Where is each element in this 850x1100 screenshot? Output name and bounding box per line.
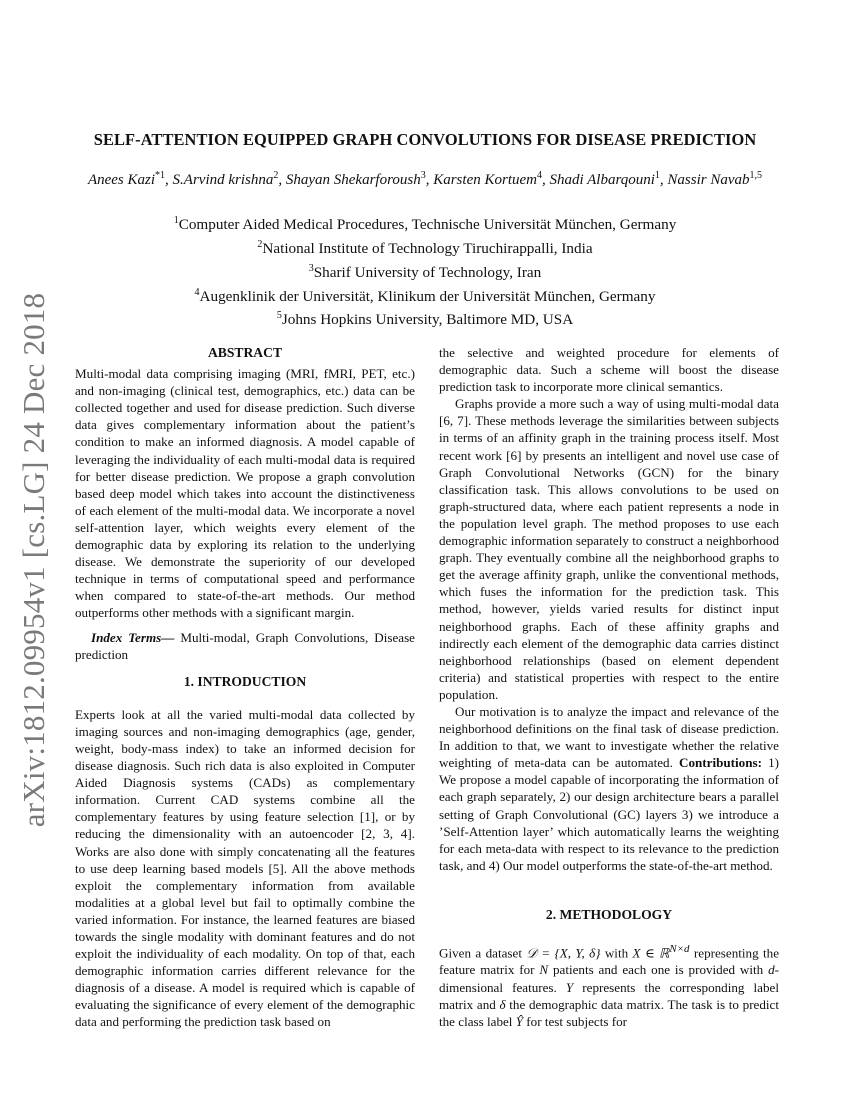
index-terms [75, 629, 415, 663]
math-expression: Y [565, 979, 574, 995]
affiliation: $^5$Johns Hopkins University, Baltimore MD, USA [276, 310, 574, 329]
arxiv-sidebar [12, 280, 56, 840]
author: Shayan Shekarforoush$^3$, [285, 170, 434, 188]
introduction-paragraph-1-continued: the selective and weighted procedure for elements of demographic data. Such a scheme will boost the disease prediction task to incorporate more clinical semantics. [439, 345, 779, 395]
math-expression: N [539, 962, 549, 978]
author: Shadi Albarqouni$^1$, [549, 170, 668, 188]
math-expression: 𝒟 = {X, Y, δ} [526, 945, 601, 961]
author: Anees Kazi$^{*1}$, [87, 170, 173, 188]
introduction-heading: 1. INTRODUCTION [183, 673, 307, 689]
author: Nassir Navab$^{1,5}$ [667, 170, 763, 188]
contributions-label: Contributions: [679, 755, 762, 771]
index-terms-label: Index Terms— [91, 629, 175, 645]
methodology-heading: 2. METHODOLOGY [545, 906, 673, 922]
introduction-paragraph-1: Experts look at all the varied multi-modal data collected by imaging sources and non-imaging demographics (age, gender, weight, body-mass index) to take an informed decision for disease diagnosis. Such rich data is also exploited in Computer Aided Diagnosis systems (CADs) as complementary information. Current CAD systems combine all the complementary features by using feature selection [1], or by reducing the dimensionality with an autoencoder [2, 3, 4]. Works are also done with simply concatenating all the features to use deep learning based models [5]. All the above methods exploit the complementary information from available modalities at a global level but fail to optimally combine the varied information. For instance, the learned features are biased towards the single modality with dominant features and do not exploit the individuality of each modality. On top of that, each demographic information carries different relevance for the diagnosis of a disease. A model is required which is capable of evaluating the significance of every element of the demographic data and performing the prediction task based on [75, 706, 415, 1030]
author: Karsten Kortuem$^4$, [433, 170, 550, 188]
abstract-heading: ABSTRACT [207, 345, 283, 360]
affiliations [100, 211, 750, 330]
author: S.Arvind krishna$^2$, [172, 170, 286, 188]
affiliation: $^1$Computer Aided Medical Procedures, Technische Universität München, Germany [173, 215, 677, 234]
right-column [439, 344, 779, 1030]
left-column [75, 344, 415, 1031]
math-expression: d [768, 962, 775, 978]
math-expression: X ∈ ℝ [632, 945, 670, 961]
math-expression: δ [499, 996, 506, 1012]
affiliation: $^3$Sharif University of Technology, Iran [308, 262, 542, 281]
affiliation: $^2$National Institute of Technology Tiruchirappalli, India [257, 238, 593, 257]
math-expression: Ŷ [515, 1013, 524, 1029]
paper-title: SELF-ATTENTION EQUIPPED GRAPH CONVOLUTIONS FOR DISEASE PREDICTION [93, 130, 757, 149]
introduction-paragraph-3: Our motivation is to analyze the impact and relevance of the neighborhood definitions on the final task of disease prediction. In addition to that, we want to investigate whether the relative weighting of meta-data can be automated. Contributions: 1) We propose a model capable of incorporating the information of each graph separately, 2) our design architecture bears a parallel setting of Graph Convolutional (GC) layers 3) we introduce a ’Self-Attention layer’ which automatically learns the weighting for each meta-data with respect to its relevance to the prediction task, and 4) Our model outperforms the state-of-the-art method. [439, 703, 779, 873]
index-terms-text: Multi-modal, Graph Convolutions, Disease prediction [75, 629, 415, 662]
author-list [40, 170, 810, 189]
affiliation: $^4$Augenklinik der Universität, Klinikum der Universität München, Germany [194, 286, 656, 305]
introduction-paragraph-2: Graphs provide a more such a way of using multi-modal data [6, 7]. These methods leverage the similarities between subjects in terms of an affinity graph in the training process itself. Most recent work [6] by presents an intelligent and novel use case of Graph Convolutional Networks (GCN) for the binary classification task. This allows convolutions to be used on graph-structured data, where each patient represents a node in the population level graph. The method proposes to use each demographic information separately to construct a neighborhood graph. They eventually combine all the neighborhood graphs to get the average affinity graph, unlike the conventional methods, which fuses the information for the prediction task. This method, however, yields varied results for distinct input neighborhood graphs. Each of these affinity graphs and indirectly each element of the demographic data carries distinct neighborhood relationships (based on element dependent criteria) and statistical properties with respect to the entire population. [439, 396, 779, 702]
abstract-text: Multi-modal data comprising imaging (MRI, fMRI, PET, etc.) and non-imaging (clinical test, demographics, etc.) data can be collected together and used for disease prediction. Such diverse data gives complementary information about the patient’s condition to make an informed diagnosis. A model capable of leveraging the individuality of each multi-modal data is required for better disease prediction. We propose a graph convolution based deep model which takes into account the distinctiveness of each element of the multi-modal data. We incorporate a novel self-attention layer, which weights every element of the demographic data by exploring its relation to the underlying disease. We demonstrate the superiority of our developed technique in terms of computational speed and performance when compared to state-of-the-art methods. Our method outperforms other methods with a significant margin. [75, 366, 415, 621]
arxiv-identifier: arXiv:1812.09954v1 [cs.LG] 24 Dec 2018 [16, 292, 51, 828]
methodology-paragraph: Given a dataset 𝒟 = {X, Y, δ} with X ∈ ℝ$^{N\times d}$ representing the feature matrix for N patients and each one is provided with d-dimensional features. Y represents the corresponding label matrix and δ the demographic data matrix. The task is to predict the class label Ŷ for test subjects for [439, 943, 780, 1029]
